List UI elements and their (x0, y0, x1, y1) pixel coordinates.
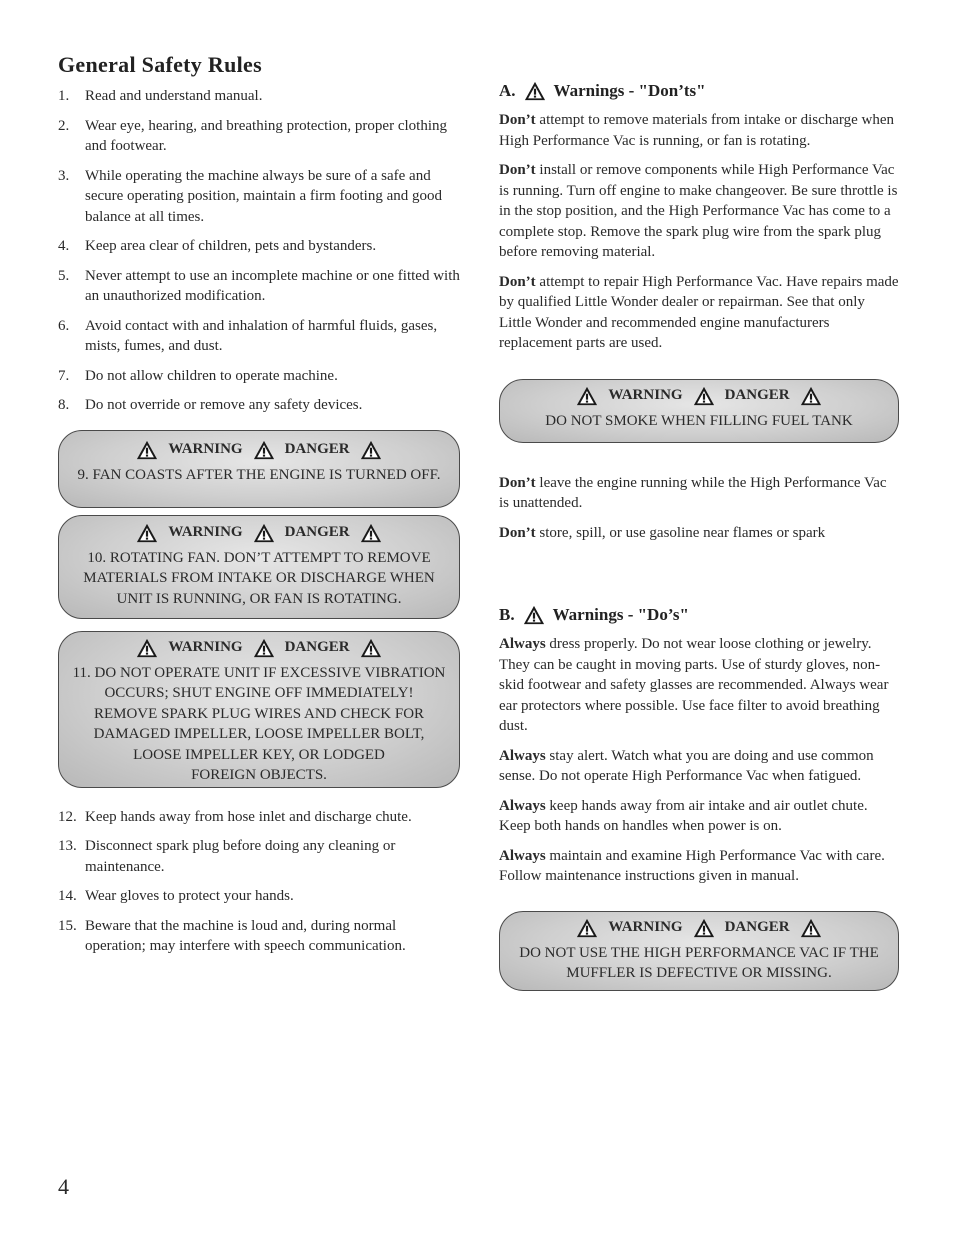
list-item: 14. Wear gloves to protect your hands. (58, 888, 294, 904)
warning-header: WARNING DANGER (59, 635, 459, 661)
warning-box-no-smoking (499, 379, 899, 443)
warning-triangle-icon (253, 637, 275, 659)
list-item: 15. Beware that the machine is loud and, during normal operation; may interfere with speech communication. (58, 917, 406, 954)
dont-paragraph: Don’t store, spill, or use gasoline near flames or spark (499, 524, 826, 541)
rules-list-1 (58, 86, 460, 416)
warning-text: DO NOT USE THE HIGH PERFORMANCE VAC IF THE (519, 944, 879, 961)
warning-box-vibration (58, 631, 460, 788)
warning-triangle-icon (136, 439, 158, 461)
warning-header: WARNING DANGER (59, 520, 459, 546)
dont-paragraph: Don’t leave the engine running while the High Performance Vac is unattended. (499, 474, 887, 511)
dont-paragraph: Don’t attempt to remove materials from intake or discharge when High Performance Vac is running, or fan is rotating. (499, 112, 895, 149)
list-item: 13. Disconnect spark plug before doing any cleaning or maintenance. (58, 838, 396, 875)
list-item: 5. Never attempt to use an incomplete machine or one fitted with an unauthorized modification. (58, 267, 460, 304)
warning-triangle-icon (524, 80, 546, 102)
warning-text: 10. ROTATING FAN. DON’T ATTEMPT TO REMOVE (87, 549, 431, 566)
dont-paragraph: Don’t install or remove components while High Performance Vac is running. Turn off engine to make changeover. Be sure throttle is in the stop position, and the High Performance Vac has come to a complete stop. Remove the spark plug wire from the spark plug before removing material. (499, 162, 898, 260)
dont-paragraph: Don’t attempt to repair High Performance Vac. Have repairs made by qualified Little Wonder dealer or repairman. See that only Little Wonder and recommended engine manufacturers replacement parts are used. (499, 273, 899, 351)
warning-triangle-icon (576, 385, 598, 407)
warning-text: FOREIGN OBJECTS. (191, 767, 327, 783)
warning-triangle-icon (693, 917, 715, 939)
list-item: 8. Do not override or remove any safety devices. (58, 397, 363, 413)
right-column (499, 80, 899, 991)
warning-text: 11. DO NOT OPERATE UNIT IF EXCESSIVE VIBRATION (72, 664, 446, 681)
warning-triangle-icon (693, 385, 715, 407)
warning-text: DAMAGED IMPELLER, LOOSE IMPELLER BOLT, (93, 726, 425, 742)
warning-header: WARNING DANGER (500, 915, 898, 941)
list-item: 6. Avoid contact with and inhalation of harmful fluids, gases, mists, fumes, and dust. (58, 317, 438, 354)
warning-box-fan-coasts (58, 430, 460, 508)
warning-triangle-icon (360, 637, 382, 659)
list-item: 7. Do not allow children to operate machine. (58, 367, 338, 384)
warning-text: MUFFLER IS DEFECTIVE OR MISSING. (566, 965, 832, 981)
warning-text: 9. FAN COASTS AFTER THE ENGINE IS TURNED OFF. (77, 466, 441, 483)
section-heading-dos: B. Warnings - "Do’s" (499, 605, 689, 624)
warning-text: OCCURS; SHUT ENGINE OFF IMMEDIATELY! (104, 685, 414, 701)
warning-triangle-icon (523, 604, 545, 626)
warning-header: WARNING DANGER (59, 437, 459, 463)
warning-triangle-icon (800, 385, 822, 407)
rules-list-2 (58, 807, 460, 957)
do-paragraph: Always dress properly. Do not wear loose clothing or jewelry. They can be caught in moving parts. Use of sturdy gloves, non-skid footwear and safety glasses are recommended. Always wear ear protectors where possible. Use face filter to avoid breathing dust. (499, 636, 889, 734)
warning-triangle-icon (800, 917, 822, 939)
warning-text: MATERIALS FROM INTAKE OR DISCHARGE WHEN (83, 570, 435, 586)
do-paragraph: Always maintain and examine High Performance Vac with care. Follow maintenance instructions given in manual. (499, 847, 885, 884)
warning-triangle-icon (253, 439, 275, 461)
warning-text: LOOSE IMPELLER KEY, OR LODGED (133, 746, 385, 763)
section-heading-donts: A. Warnings - "Don’ts" (499, 81, 706, 100)
warning-triangle-icon (576, 917, 598, 939)
warning-box-muffler (499, 911, 899, 991)
warning-triangle-icon (360, 522, 382, 544)
do-paragraph: Always keep hands away from air intake and air outlet chute. Keep both hands on handles when power is on. (499, 797, 868, 834)
page-title: General Safety Rules (58, 52, 262, 77)
warning-box-rotating-fan (58, 515, 460, 619)
do-paragraph: Always stay alert. Watch what you are doing and use common sense. Do not operate High Performance Vac when fatigued. (499, 747, 874, 784)
warning-triangle-icon (253, 522, 275, 544)
left-column (58, 52, 460, 966)
warning-text: UNIT IS RUNNING, OR FAN IS ROTATING. (116, 590, 402, 607)
warning-header: WARNING DANGER (500, 383, 898, 409)
list-item: 4. Keep area clear of children, pets and bystanders. (58, 238, 377, 254)
list-item: 12. Keep hands away from hose inlet and discharge chute. (58, 808, 412, 825)
page-number: 4 (58, 1174, 69, 1199)
list-item: 2. Wear eye, hearing, and breathing protection, proper clothing and footwear. (58, 117, 447, 154)
list-item: 3. While operating the machine always be sure of a safe and secure operating position, maintain a firm footing and good balance at all times. (58, 167, 442, 225)
warning-text: REMOVE SPARK PLUG WIRES AND CHECK FOR (93, 705, 425, 722)
warning-text: DO NOT SMOKE WHEN FILLING FUEL TANK (545, 412, 853, 429)
warning-triangle-icon (360, 439, 382, 461)
warning-triangle-icon (136, 637, 158, 659)
warning-triangle-icon (136, 522, 158, 544)
list-item: 1. Read and understand manual. (58, 88, 263, 104)
